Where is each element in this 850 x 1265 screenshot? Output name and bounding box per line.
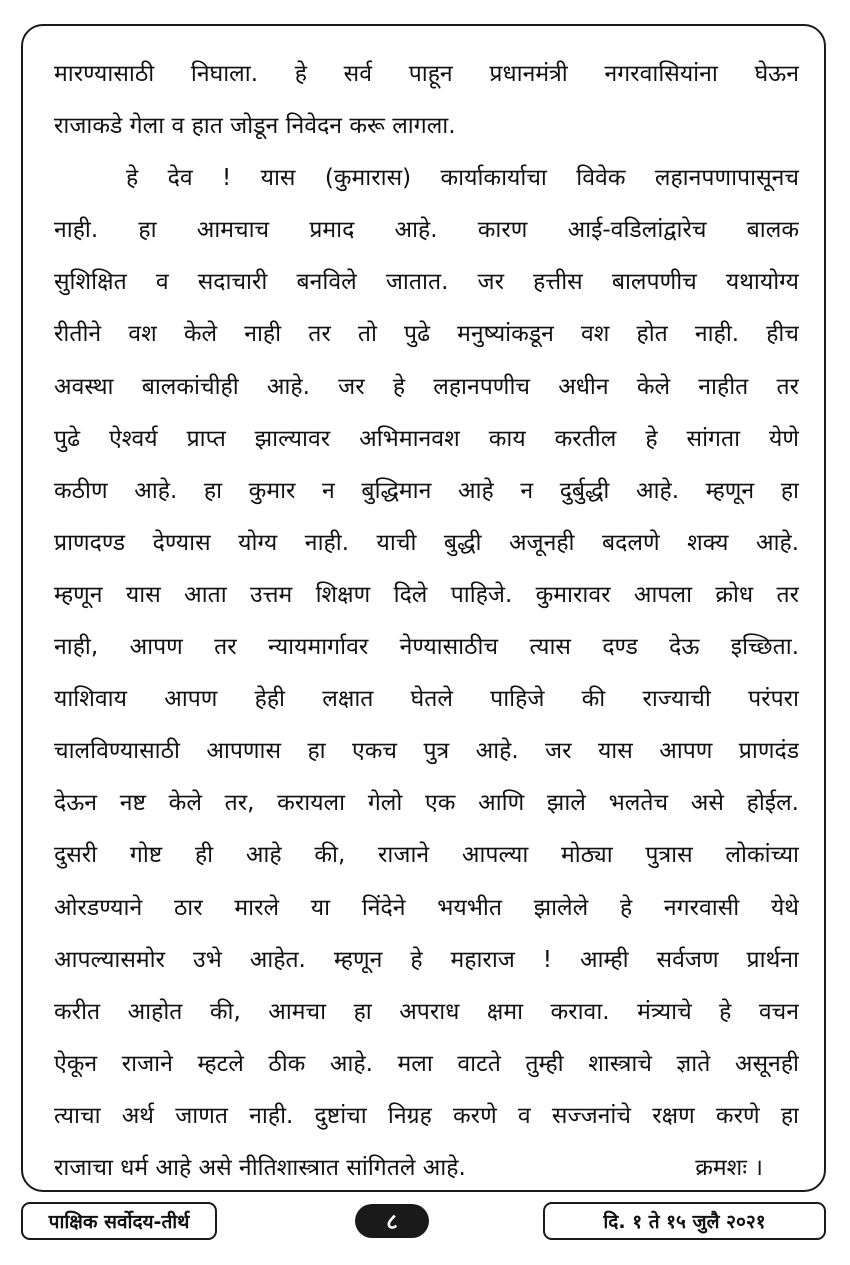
text-line: चालविण्यासाठी आपणास हा एकच पुत्र आहे. जर यास आपण प्राणदंड (54, 738, 799, 765)
text-line: देऊन नष्ट केले तर, करायला गेलो एक आणि झाले भलतेच असे होईल. (54, 790, 799, 817)
text-line: ऐकून राजाने म्हटले ठीक आहे. मला वाटते तुम्ही शास्त्राचे ज्ञाते असूनही (54, 1050, 799, 1077)
page-number: ८ (355, 1204, 429, 1238)
text-line: आपल्यासमोर उभे आहेत. म्हणून हे महाराज ! आम्ही सर्वजण प्रार्थना (54, 946, 799, 973)
text-line: ओरडण्याने ठार मारले या निंदेने भयभीत झालेले हे नगरवासी येथे (54, 894, 799, 921)
text-line: सुशिक्षित व सदाचारी बनविले जातात. जर हत्तीस बालपणीच यथायोग्य (54, 269, 799, 296)
text-line: करीत आहोत की, आमचा हा अपराध क्षमा करावा. मंत्र्याचे हे वचन (54, 998, 799, 1025)
text-line: नाही, आपण तर न्यायमार्गावर नेण्यासाठीच त्यास दण्ड देऊ इच्छिता. (54, 634, 799, 661)
text-line: त्याचा अर्थ जाणत नाही. दुष्टांचा निग्रह करणे व सज्जनांचे रक्षण करणे हा (54, 1102, 799, 1129)
text-line-last (54, 1142, 799, 1194)
text-line: राजाकडे गेला व हात जोडून निवेदन करू लागला. (54, 113, 456, 140)
issue-date: दि. १ ते १५ जुलै २०२१ (543, 1202, 826, 1240)
text-line: अवस्था बालकांचीही आहे. जर हे लहानपणीच अधीन केले नाहीत तर (54, 373, 799, 400)
publication-name: पाक्षिक सर्वोदय-तीर्थ (21, 1202, 217, 1240)
paragraph-start-line: हे देव ! यास (कुमारास) कार्याकार्याचा विवेक लहानपणापासूनच (126, 165, 799, 192)
text-line: मारण्यासाठी निघाला. हे सर्व पाहून प्रधानमंत्री नगरवासियांना घेऊन (54, 61, 799, 87)
text-line: रीतीने वश केले नाही तर तो पुढे मनुष्यांकडून वश होत नाही. हीच (54, 321, 799, 348)
text-line: म्हणून यास आता उत्तम शिक्षण दिले पाहिजे. कुमारावर आपला क्रोध तर (54, 581, 799, 608)
text-line: कठीण आहे. हा कुमार न बुद्धिमान आहे न दुर्बुद्धी आहे. म्हणून हा (54, 477, 799, 504)
continued-marker: क्रमशः । (695, 1154, 763, 1181)
text-line: दुसरी गोष्ट ही आहे की, राजाने आपल्या मोठ्या पुत्रास लोकांच्या (54, 842, 799, 869)
text-line: याशिवाय आपण हेही लक्षात घेतले पाहिजे की राज्याची परंपरा (54, 686, 799, 713)
text-line: प्राणदण्ड देण्यास योग्य नाही. याची बुद्धी अजूनही बदलणे शक्य आहे. (54, 529, 799, 556)
text-line: नाही. हा आमचाच प्रमाद आहे. कारण आई-वडिलांद्वारेच बालक (54, 217, 799, 244)
text-line: पुढे ऐश्वर्य प्राप्त झाल्यावर अभिमानवश काय करतील हे सांगता येणे (54, 425, 799, 452)
last-line-text: राजाचा धर्म आहे असे नीतिशास्त्रात सांगितले आहे. (54, 1154, 466, 1181)
article-body (54, 48, 799, 1194)
